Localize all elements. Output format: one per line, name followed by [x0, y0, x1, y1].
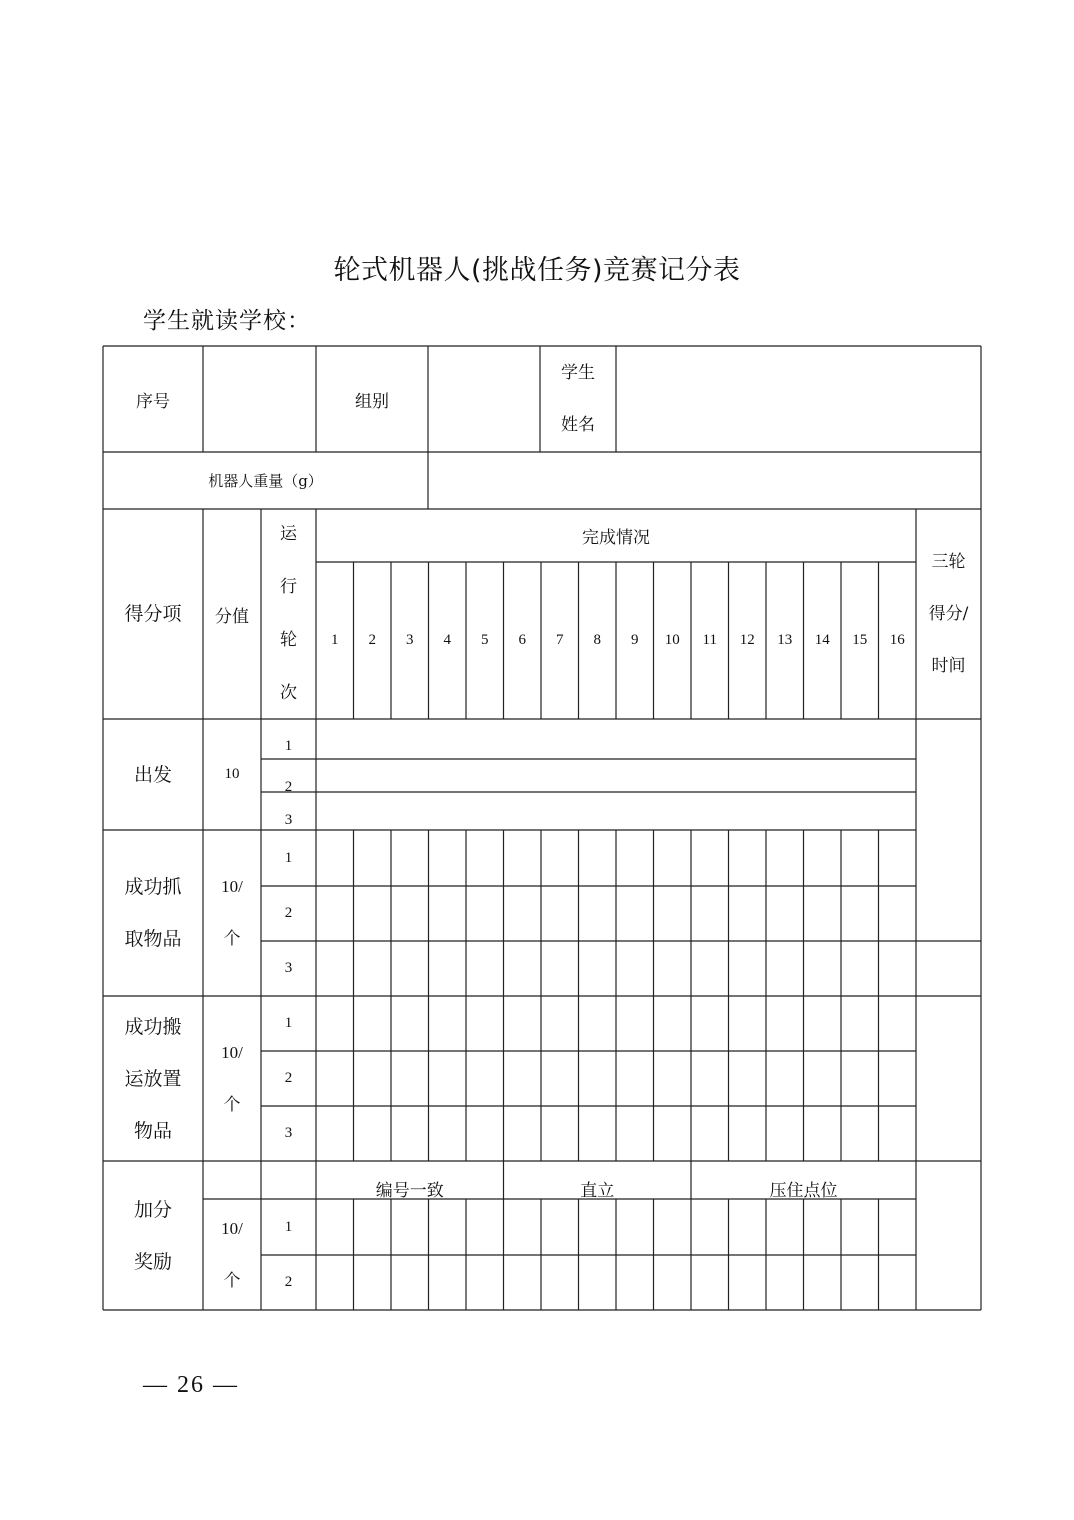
column-number: 10	[664, 632, 680, 648]
round-number: 3	[284, 1125, 293, 1141]
column-number: 4	[443, 632, 451, 648]
round-number: 1	[284, 1218, 293, 1235]
round-number: 1	[284, 1015, 293, 1031]
bonus-subheader: 直立	[580, 1180, 615, 1201]
round-header: 运 行 轮 次	[280, 524, 297, 703]
bonus-subheader: 编号一致	[375, 1180, 444, 1201]
round-number: 2	[284, 1070, 293, 1086]
round-number: 3	[284, 960, 293, 976]
section-start-value: 10	[224, 766, 240, 782]
column-number: 9	[631, 632, 639, 648]
round-number: 1	[284, 737, 293, 754]
round-number: 2	[284, 778, 293, 795]
column-number: 5	[481, 632, 489, 648]
column-number: 2	[368, 632, 376, 648]
round-number: 1	[284, 849, 293, 866]
column-number: 12	[739, 632, 755, 648]
section-grab-label: 成功抓 取物品	[124, 876, 182, 950]
section-bonus-label: 加分 奖励	[133, 1198, 172, 1273]
column-number: 14	[814, 632, 830, 648]
section-carry-value: 10/ 个	[221, 1042, 243, 1114]
bonus-subheader: 压住点位	[769, 1180, 838, 1201]
section-start-label: 出发	[133, 763, 172, 786]
column-number: 13	[777, 632, 793, 648]
score-item-header: 得分项	[124, 603, 182, 625]
column-number: 3	[406, 632, 414, 648]
form-title: 轮式机器人(挑战任务)竞赛记分表	[333, 255, 741, 286]
page-number: — 26 —	[143, 1372, 239, 1398]
round-number: 3	[284, 811, 293, 828]
column-number: 8	[593, 632, 601, 648]
column-number: 15	[852, 632, 868, 648]
column-number: 11	[702, 632, 717, 648]
school-label: 学生就读学校：	[143, 308, 311, 334]
serial-label: 序号	[136, 391, 170, 412]
column-number: 7	[556, 632, 564, 648]
column-number: 6	[518, 632, 526, 648]
group-label: 组别	[355, 391, 389, 412]
score-value-header: 分值	[215, 606, 249, 627]
total-score-header: 三轮 得分/ 时间	[928, 552, 969, 676]
column-number: 16	[889, 632, 905, 648]
section-bonus-value: 10/ 个	[221, 1218, 243, 1290]
round-number: 2	[284, 905, 293, 921]
student-name-label: 学生 姓名	[561, 363, 595, 435]
completion-header: 完成情况	[582, 528, 650, 548]
section-carry-label: 成功搬 运放置 物品	[124, 1015, 182, 1142]
column-number: 1	[331, 632, 339, 648]
robot-weight-label: 机器人重量（g）	[208, 472, 323, 490]
section-grab-value: 10/ 个	[221, 877, 243, 948]
round-number: 2	[284, 1274, 293, 1290]
